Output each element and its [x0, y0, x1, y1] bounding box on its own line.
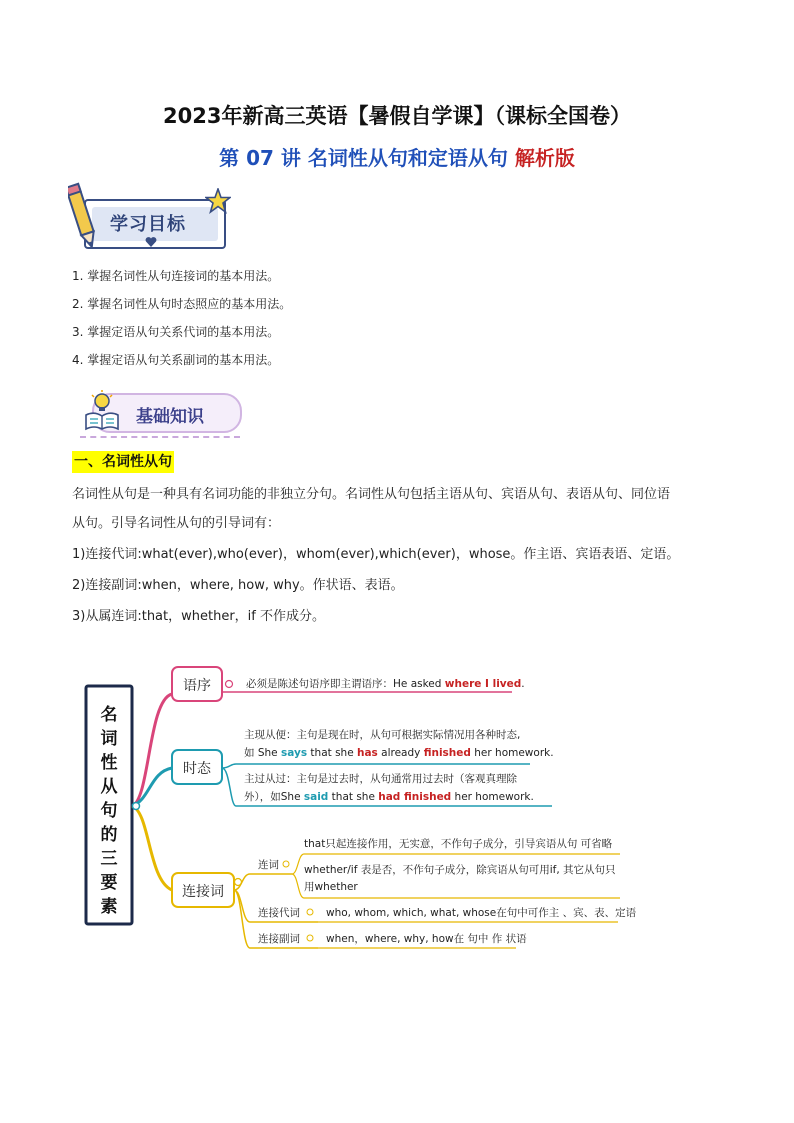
svg-text:从: 从 [100, 777, 118, 797]
lecture-title [0, 142, 794, 171]
goals-list [72, 262, 291, 374]
svg-text:who, whom, which, what, whose在: who, whom, which, what, whose在句中可作主 、宾、表、定语 [326, 907, 637, 919]
svg-text:连词: 连词 [258, 859, 279, 871]
svg-text:必须是陈述句语序即主谓语序：He asked where I: 必须是陈述句语序即主谓语序：He asked where I lived. [246, 678, 525, 690]
svg-text:的: 的 [100, 825, 118, 845]
pencil-icon [68, 182, 98, 254]
branch-connectors [172, 837, 637, 948]
svg-text:that只起连接作用，无实意，不作句子成分，引导宾语从句 可: that只起连接作用，无实意，不作句子成分，引导宾语从句 可省略 [304, 838, 613, 850]
svg-text:性: 性 [100, 753, 118, 773]
star-icon [205, 188, 231, 214]
branch-tense [172, 728, 554, 806]
goal-item: 2. 掌握名词性从句时态照应的基本用法。 [72, 297, 292, 311]
svg-text:连接词: 连接词 [182, 884, 224, 900]
goal-item: 3. 掌握定语从句关系代词的基本用法。 [72, 325, 280, 339]
svg-text:句: 句 [100, 801, 118, 821]
goal-item: 1. 掌握名词性从句连接词的基本用法。 [72, 269, 280, 283]
heart-icon [145, 236, 157, 248]
divider [80, 436, 240, 438]
connective-adverbs-item: 2)连接副词:when，where, how, why。作状语、表语。 [72, 578, 404, 593]
svg-text:连接代词: 连接代词 [258, 907, 300, 919]
mind-map-root [86, 686, 132, 924]
basic-knowledge-label: 基础知识 [136, 407, 204, 427]
mind-map [0, 640, 794, 970]
book-lightbulb-icon [80, 389, 124, 433]
goal-item: 4. 掌握定语从句关系副词的基本用法。 [72, 353, 280, 367]
svg-text:三: 三 [100, 849, 118, 869]
section-intro-line1: 名词性从句是一种具有名词功能的非独立分句。名词性从句包括主语从句、宾语从句、表语从句、同位语 [72, 487, 671, 502]
svg-text:when，where, why, how在 句中 作 状语: when，where, why, how在 句中 作 状语 [326, 933, 527, 945]
connective-pronouns-item: 1)连接代词:what(ever),who(ever)，whom(ever),which(ever)，whose。作主语、宾语表语、定语。 [72, 547, 680, 562]
svg-text:主现从便：主句是现在时，从句可根据实际情况用各种时态,: 主现从便：主句是现在时，从句可根据实际情况用各种时态, [244, 729, 521, 741]
svg-text:时态: 时态 [183, 761, 211, 777]
subordinating-conjunctions-item: 3)从属连词:that，whether，if 不作成分。 [72, 609, 325, 624]
svg-text:语序: 语序 [183, 678, 211, 694]
svg-text:whether/if 表是否，不作句子成分，除宾语从句可用i: whether/if 表是否，不作句子成分，除宾语从句可用if, 其它从句只 [304, 864, 616, 876]
section-heading: 一、名词性从句 [72, 451, 174, 473]
svg-text:要: 要 [100, 873, 118, 893]
learning-goals-label: 学习目标 [110, 214, 186, 235]
svg-text:主过从过：主句是过去时，从句通常用过去时（客观真理除: 主过从过：主句是过去时，从句通常用过去时（客观真理除 [244, 773, 517, 785]
svg-text:名: 名 [100, 705, 118, 725]
branch-word-order [172, 667, 525, 701]
section-intro-line2: 从句。引导名词性从句的引导词有： [72, 516, 281, 531]
basic-knowledge-badge [74, 389, 242, 435]
svg-text:如 She says that she has alr: 如 She says that she has already finished her homework. [244, 747, 554, 759]
svg-text:连接副词: 连接副词 [258, 933, 300, 945]
svg-text:用whether: 用whether [304, 881, 358, 893]
document-title: 2023年新高三英语【暑假自学课】（课标全国卷） [163, 104, 631, 128]
lecture-title-main: 第 07 讲 名词性从句和定语从句 [219, 146, 508, 170]
svg-text:素: 素 [100, 897, 118, 917]
lecture-title-version: 解析版 [514, 146, 575, 170]
svg-text:外），如She said that she had fin: 外），如She said that she had finished her homework. [244, 791, 534, 803]
svg-text:词: 词 [100, 729, 118, 749]
